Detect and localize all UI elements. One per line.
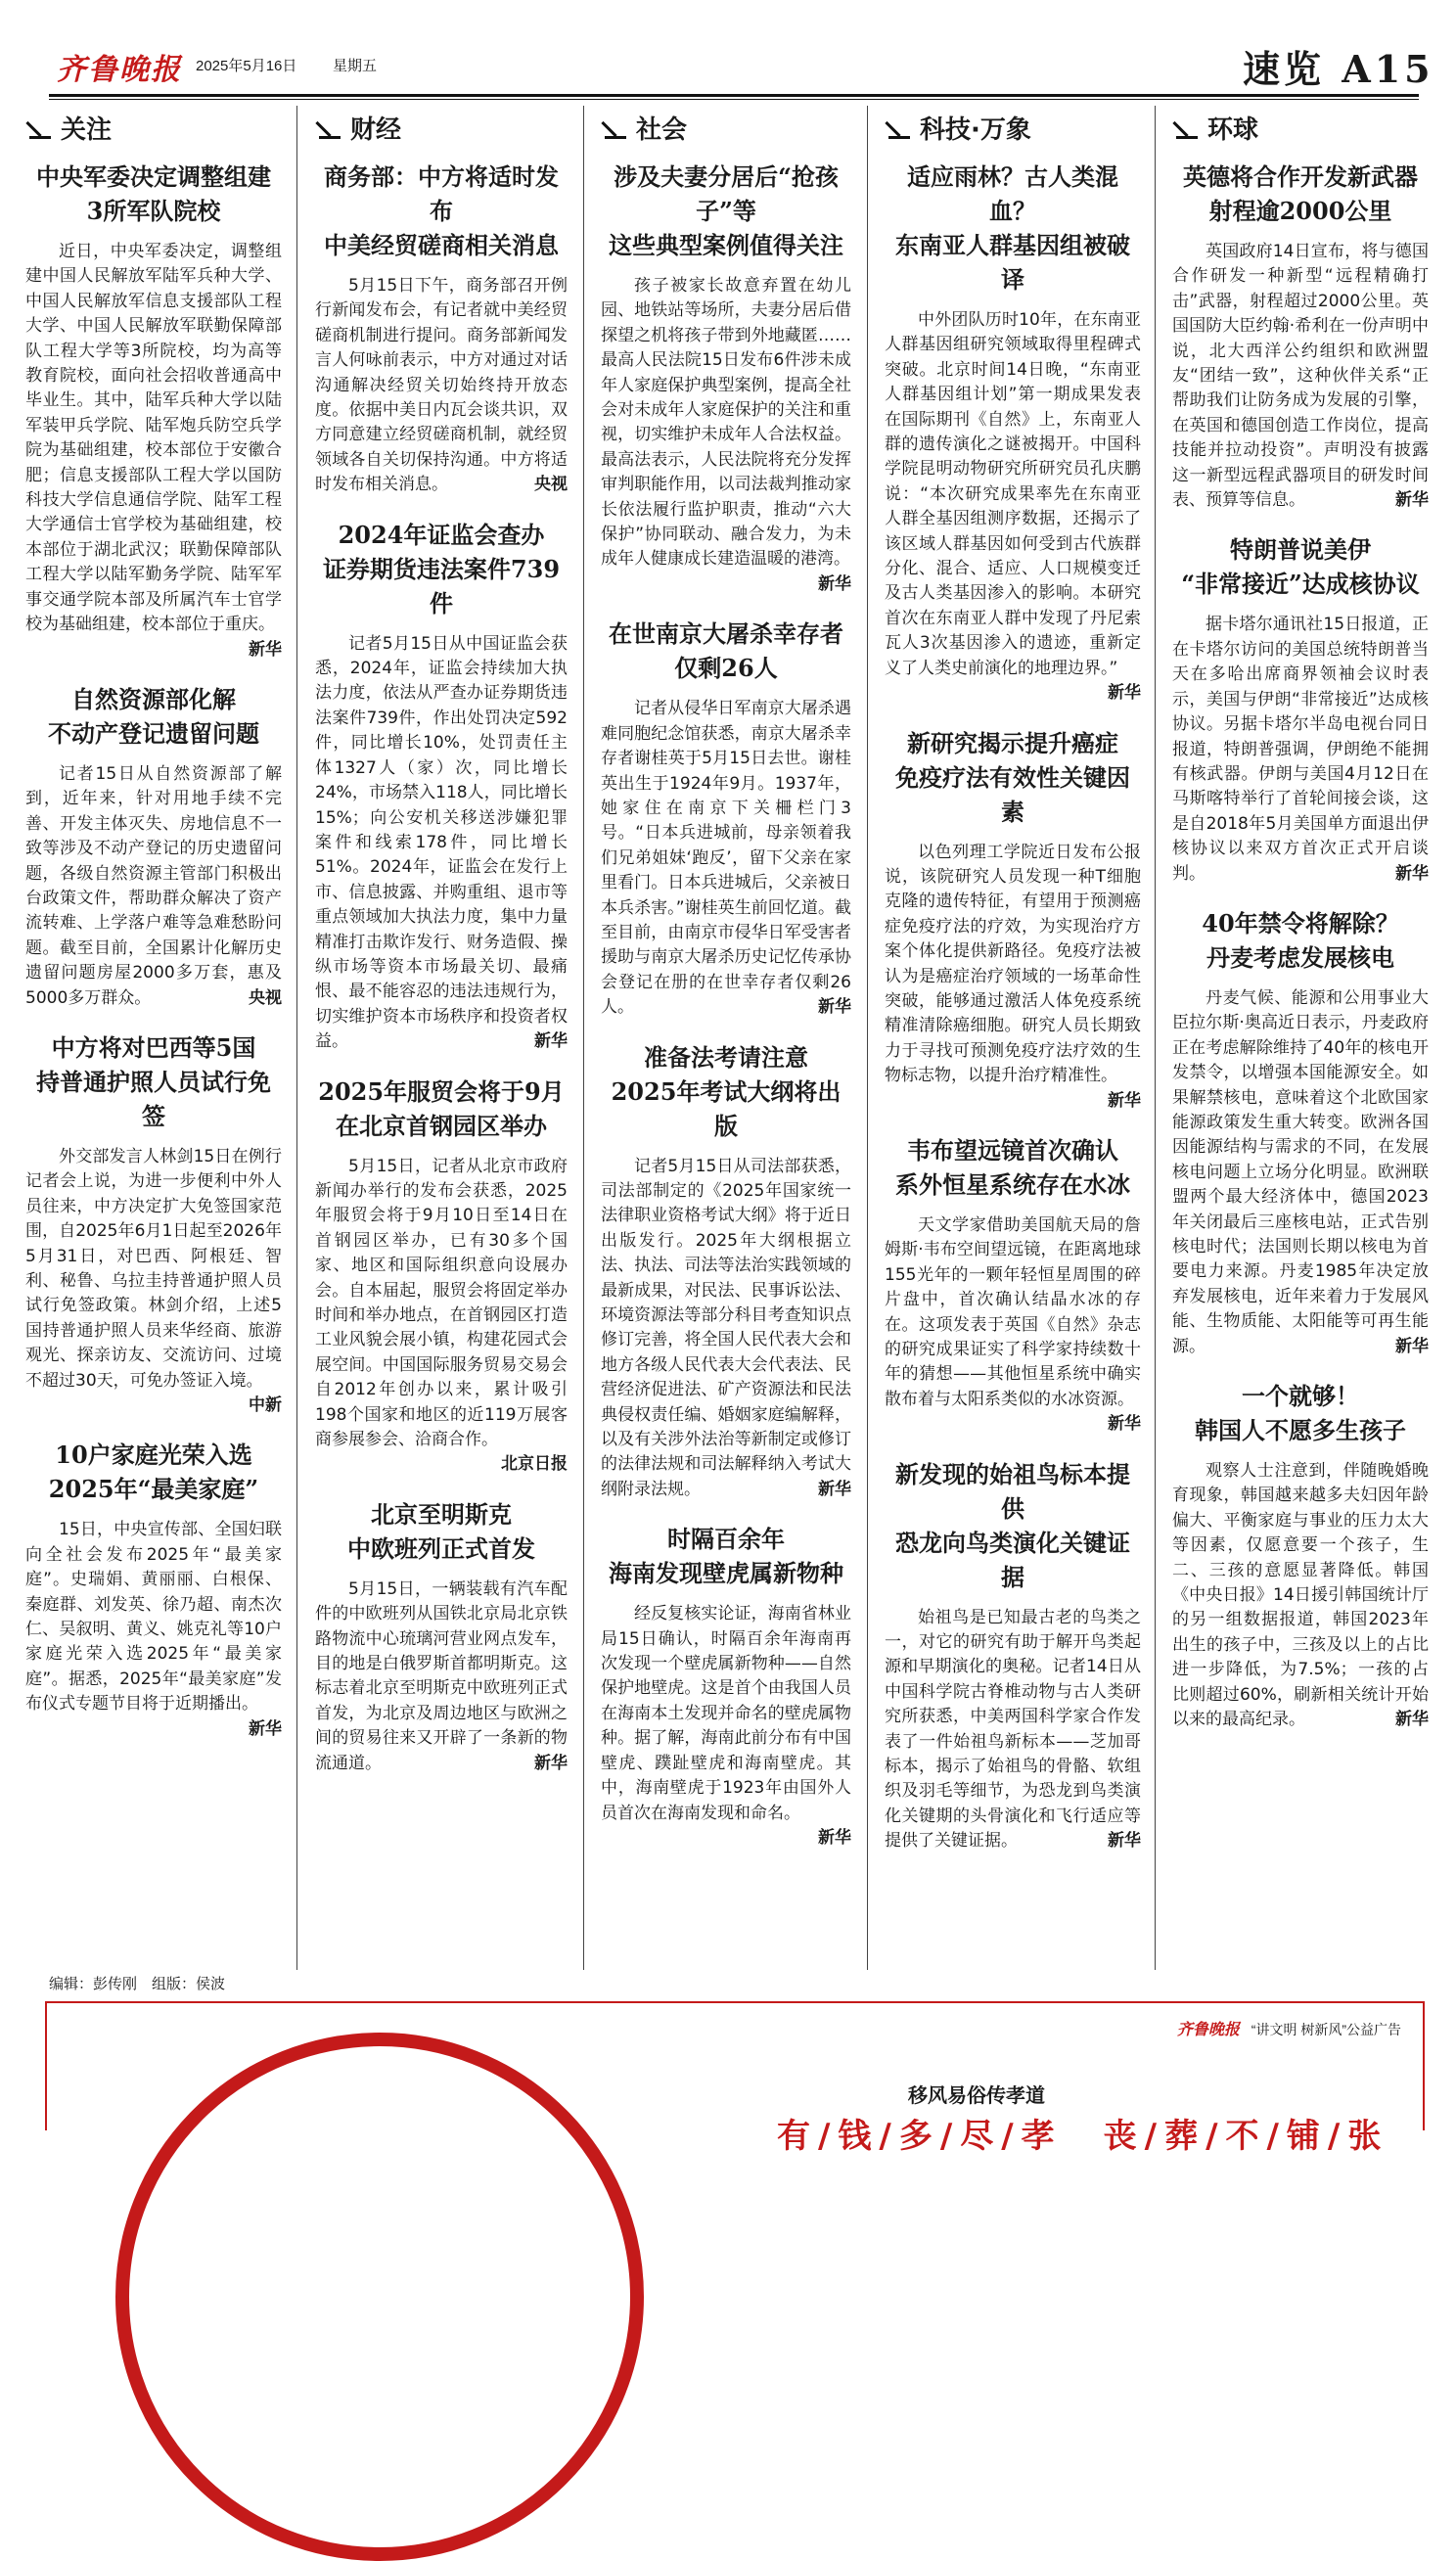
article-headline: 英德将合作开发新武器 射程逾2000公里 — [1183, 162, 1418, 225]
article-body: 外交部发言人林剑15日在例行记者会上说，为进一步便利中外人员往来，中方决定扩大免签国家范围，自2025年6月1日起至2026年5月31日，对巴西、阿根廷、智利、秘鲁、乌拉圭持普通护照人员试行免签政策。林剑介绍，上述5国持普通护照人员来华经商、旅游观光、探亲访友、交流访问、过境不超过30天，可免办签证入境。 中新 — [25, 1145, 282, 1394]
article-body: 记者从侵华日军南京大屠杀遇难同胞纪念馆获悉，南京大屠杀幸存者谢桂英于5月15日去世。谢桂英出生于1924年9月。1937年，她家住在南京下关柵栏门3号。“日本兵进城前，母亲领着我们兄弟姐妹‘跑反’，留下父亲在家里看门。日本兵进城后，父亲被日本兵杀害。”谢桂英生前回忆道。截至目前，由南京市侵华日军受害者援助与南京大屠杀历史记忆传承协会登记在册的在世幸存者仅剩26人。 新华 — [601, 697, 851, 1020]
article-headline: 准备法考请注意 2025年考试大纲将出版 — [611, 1042, 842, 1140]
article-headline: 新研究揭示提升癌症 免疫疗法有效性关键因素 — [895, 728, 1130, 826]
column-divider — [296, 106, 297, 1970]
papercut-family-illustration — [115, 2033, 644, 2561]
article-source: 北京日报 — [501, 1454, 568, 1475]
article — [601, 160, 851, 611]
article-headline: 商务部：中方将适时发布 中美经贸磋商相关消息 — [324, 162, 559, 259]
article-headline: 时隔百余年 海南发现壁虎属新物种 — [609, 1525, 843, 1588]
article-headline: 涉及夫妻分居后“抢孩子”等 这些典型案例值得关注 — [609, 162, 843, 259]
article-source: 新华 — [818, 1827, 851, 1848]
article-body: 始祖鸟是已知最古老的鸟类之一，对它的研究有助于解开鸟类起源和早期演化的奥秘。记者14日从中国科学院古脊椎动物与古人类研究所获悉，中美两国科学家合作发表了一件始祖鸟新标本——芝加哥标本，揭示了始祖鸟的骨骼、软组织及羽毛等细节，为恐龙到鸟类演化关键期的头骨演化和飞行适应等提供了关键证据。 新华 — [885, 1606, 1141, 1854]
article — [885, 726, 1141, 1127]
article-source: 新华 — [1395, 490, 1429, 511]
article — [315, 518, 568, 1069]
article-headline: 自然资源部化解 不动产登记遗留问题 — [48, 684, 259, 748]
ad-newspaper-logo: 齐鲁晚报 — [1176, 2022, 1240, 2038]
article — [885, 1133, 1141, 1451]
article-headline: 在世南京大屠杀幸存者 仅剩26人 — [609, 619, 843, 683]
article-headline: 2024年证监会查办 证券期货违法案件739件 — [322, 520, 561, 617]
article-body: 5月15日下午，商务部召开例行新闻发布会，有记者就中美经贸磋商机制进行提问。商务部新闻发言人何咏前表示，中方对通过对话沟通解决经贸关切始终持开放态度。依据中美日内瓦会谈共识，双方同意建立经贸磋商机制，就经贸领域各自关切保持沟通。中方将适时发布相关消息。 央视 — [315, 274, 568, 498]
issue-date: 2025年5月16日 — [196, 58, 297, 74]
article-source: 新华 — [1108, 683, 1141, 704]
article-headline: 特朗普说美伊 “非常接近”达成核协议 — [1181, 535, 1420, 599]
article — [1172, 906, 1429, 1373]
section-arrow-icon — [888, 117, 910, 139]
column-divider — [867, 106, 868, 1970]
section-header: 财经 — [319, 110, 568, 146]
article-source: 新华 — [1108, 1090, 1141, 1111]
article-source: 新华 — [818, 1479, 851, 1499]
masthead — [0, 0, 1456, 94]
article — [601, 617, 851, 1033]
article-headline: 适应雨林？古人类混血？ 东南亚人群基因组被破译 — [895, 162, 1130, 294]
article — [601, 1040, 851, 1517]
public-service-ad — [45, 2001, 1425, 2156]
article-headline: 中央军委决定调整组建 3所军队院校 — [36, 162, 271, 225]
article-body: 近日，中央军委决定，调整组建中国人民解放军陆军兵种大学、中国人民解放军信息支援部队工程大学、中国人民解放军联勤保障部队工程大学等3所院校，均为高等教育院校，面向社会招收普通高中毕业生。其中，陆军兵种大学以陆军装甲兵学院、陆军炮兵防空兵学院为基础组建，校本部位于安徽合肥；信息支援部队工程大学以国防科技大学信息通信学院、陆军工程大学通信士官学校为基础组建，校本部位于湖北武汉；联勤保障部队工程大学以陆军勤务学院、陆军军事交通学院本部及所属汽车士官学校为基础组建，校本部位于重庆。 新华 — [25, 240, 282, 638]
column-finance — [315, 106, 568, 1970]
article — [25, 1030, 282, 1432]
ad-slogan: 有/钱/多/尽/孝 丧/葬/不/铺/张 — [777, 2117, 1389, 2156]
section-header: 社会 — [605, 110, 851, 146]
ad-subtitle: 移风易俗传孝道 — [908, 2083, 1045, 2107]
article — [25, 160, 282, 676]
article-source: 新华 — [818, 573, 851, 594]
article-headline: 韦布望远镜首次确认 系外恒星系统存在水冰 — [895, 1135, 1130, 1199]
article-source: 新华 — [249, 1718, 282, 1739]
article-body: 记者15日从自然资源部了解到，近年来，针对用地手续不完善、开发主体灭失、房地信息不一致等涉及不动产登记的历史遗留问题，各级自然资源主管部门积极出台政策文件，帮助群众解决了资产流转难、上学落户难等急难愁盼问题。截至目前，全国累计化解历史遗留问题房屋2000多万套，惠及5000多万群众。 央视 — [25, 762, 282, 1011]
article-body: 据卡塔尔通讯社15日报道，正在卡塔尔访问的美国总统特朗普当天在多哈出席商界领袖会议时表示，美国与伊朗“非常接近”达成核协议。另据卡塔尔半岛电视台同日报道，特朗普强调，伊朗绝不能拥有核武器。伊朗与美国4月12日在马斯喀特举行了首轮间接会谈，这是自2018年5月美国单方面退出伊核协议以来双方首次正式开启谈判。 新华 — [1172, 613, 1429, 886]
article-source: 新华 — [1395, 1336, 1429, 1356]
masthead-rule — [49, 94, 1419, 97]
column-divider — [1155, 106, 1156, 1970]
article-headline: 北京至明斯克 中欧班列正式首发 — [347, 1499, 535, 1563]
article — [315, 1075, 568, 1491]
article-body: 英国政府14日宣布，将与德国合作研发一种新型“远程精确打击”武器，射程超过2000公里。英国国防大臣约翰·希利在一份声明中说，北大西洋公约组织和欧洲盟友“团结一致”，这种伙伴关系“正帮助我们让防务成为发展的引擎，在英国和德国创造工作岗位，提高技能并拉动投资”。声明没有披露这一新型远程武器项目的研发时间表、预算等信息。 新华 — [1172, 240, 1429, 513]
section-header: 关注 — [29, 110, 282, 146]
section-arrow-icon — [29, 117, 51, 139]
article-body: 记者5月15日从司法部获悉，司法部制定的《2025年国家统一法律职业资格考试大纲》将于近日出版发行。2025年大纲根据立法、执法、司法等法治实践领域的最新成果，对民法、民事诉讼法、环境资源法等部分科目考查知识点修订完善，将全国人民代表大会和地方各级人民代表大会代表法、民营经济促进法、矿产资源法和民法典侵权责任编、婚姻家庭编解释，以及有关涉外法治等新制定或修订的法律法规和司法解释纳入考试大纲附录法规。 新华 — [601, 1155, 851, 1503]
article-body: 天文学家借助美国航天局的詹姆斯·韦布空间望远镜，在距离地球155光年的一颗年轻恒星周围的碎片盘中，首次确认结晶水冰的存在。这项发表于英国《自然》杂志的研究成果证实了科学家持续数十年的猜想——其他恒星系统中确实散布着与太阳系类似的水冰资源。 新华 — [885, 1213, 1141, 1412]
article — [885, 1457, 1141, 1868]
article-headline: 40年禁令将解除？ 丹麦考虑发展核电 — [1202, 908, 1399, 972]
article — [1172, 1379, 1429, 1746]
masthead-rule-thin — [49, 99, 1419, 100]
section-arrow-icon — [319, 117, 341, 139]
article — [25, 1438, 282, 1756]
column-divider — [583, 106, 584, 1970]
article-source: 新华 — [1395, 1710, 1429, 1730]
article-body: 5月15日，记者从北京市政府新闻办举行的发布会获悉，2025年服贸会将于9月10日至14日在首钢园区举办，已有30多个国家、地区和国际组织意向设展办会。自本届起，服贸会将固定举办时间和举办地点，在首钢园区打造工业风貌会展小镇，构建花园式会展空间。中国国际服务贸易交易会自2012年创办以来，累计吸引198个国家和地区的近119万展客商参展参会、洽商合作。 北京日报 — [315, 1155, 568, 1453]
editor-credits: 编辑：彭传刚 组版：侯波 — [49, 1976, 226, 1992]
article — [1172, 160, 1429, 526]
article — [25, 682, 282, 1025]
column-society — [601, 106, 851, 1970]
article-body: 以色列理工学院近日发布公报说，该院研究人员发现一种T细胞克隆的遗传特征，有望用于预测癌症免疫疗法的疗效，为实现治疗方案个体化提供新路径。免疫疗法被认为是癌症治疗领域的一场革命性突破，能够通过激活人体免疫系统精准清除癌细胞。研究人员长期致力于寻找可预测免疫疗法疗效的生物标志物，以提升治疗精准性。 新华 — [885, 841, 1141, 1089]
article — [315, 160, 568, 512]
article-source: 新华 — [1108, 1831, 1141, 1852]
article-source: 央视 — [534, 475, 568, 495]
article-source: 新华 — [1395, 863, 1429, 884]
column-focus — [25, 106, 282, 1970]
article — [1172, 532, 1429, 899]
article-source: 新华 — [1108, 1414, 1141, 1435]
article-headline: 中方将对巴西等5国 持普通护照人员试行免签 — [36, 1032, 271, 1130]
ad-tagline: “讲文明 树新风”公益广告 — [1251, 2022, 1401, 2037]
article-body: 15日，中央宣传部、全国妇联向全社会发布2025年“最美家庭”。史瑞娟、黄丽丽、白根保、秦庭群、刘发英、徐乃超、南杰次仁、吴叙明、黄义、姚克礼等10户家庭光荣入选2025年“最美家庭”。据悉，2025年“最美家庭”发布仪式专题节目将于近期播出。 新华 — [25, 1518, 282, 1716]
article-source: 中新 — [249, 1395, 282, 1416]
article-headline: 新发现的始祖鸟标本提供 恐龙向鸟类演化关键证据 — [895, 1459, 1130, 1591]
article-source: 央视 — [249, 987, 282, 1008]
article-body: 5月15日，一辆装载有汽车配件的中欧班列从国铁北京局北京铁路物流中心琉璃河营业网点发车，目的地是白俄罗斯首都明斯克。这标志着北京至明斯克中欧班列正式首发，为北京及周边地区与欧洲之间的贸易往来又开辟了一条新的物流通道。 新华 — [315, 1578, 568, 1776]
article-body: 经反复核实论证，海南省林业局15日确认，时隔百余年海南再次发现一个壁虎属新物种——自然保护地壁虎。这是首个由我国人员在海南本土发现并命名的壁虎属物种。据了解，海南此前分布有中国壁虎、蹼趾壁虎和海南壁虎。其中，海南壁虎于1923年由国外人员首次在海南发现和命名。 新华 — [601, 1602, 851, 1826]
article-source: 新华 — [249, 639, 282, 660]
newspaper-logo: 齐鲁晚报 — [57, 53, 182, 87]
article-headline: 10户家庭光荣入选 2025年“最美家庭” — [48, 1441, 259, 1504]
article-headline: 2025年服贸会将于9月 在北京首钢园区举办 — [318, 1076, 565, 1140]
article-source: 新华 — [534, 1753, 568, 1773]
column-world — [1172, 106, 1429, 1970]
article-body: 记者5月15日从中国证监会获悉，2024年，证监会持续加大执法力度，依法从严查办证券期货违法案件739件，作出处罚决定592件，同比增长10%，处罚责任主体1327人（家）次，同比增长24%，市场禁入118人，同比增长15%；向公安机关移送涉嫌犯罪案件和线索178件，同比增长51%。2024年，证监会在发行上市、信息披露、并购重组、退市等重点领域加大执法力度，集中力量精准打击欺诈发行、财务造假、操纵市场等资本市场最关切、最痛恨、最不能容忍的违法违规行为，切实维护资本市场秩序和投资者权益。 新华 — [315, 632, 568, 1055]
article — [885, 160, 1141, 720]
article-source: 新华 — [534, 1031, 568, 1052]
page-section-label: 速览 A15 — [1243, 47, 1434, 91]
article-body: 孩子被家长故意弃置在幼儿园、地铁站等场所，夫妻分居后借探望之机将孩子带到外地藏匿……最高人民法院15日发布6件涉未成年人家庭保护典型案例，提高全社会对未成年人家庭保护的关注和重视，切实维护未成年人合法权益。最高法表示，人民法院将充分发挥审判职能作用，以司法裁判推动家长依法履行监护职责，推动“六大保护”协同联动、融合发力，为未成年人健康成长建造温暖的港湾。 新华 — [601, 274, 851, 572]
article-source: 新华 — [818, 997, 851, 1018]
article-body: 丹麦气候、能源和公用事业大臣拉尔斯·奥高近日表示，丹麦政府正在考虑解除维持了40年的核电开发禁令，以增强本国能源安全。如果解禁核电，意味着这个北欧国家能源政策发生重大转变。欧洲各国因能源结构与需求的不同，在发展核电问题上立场分化明显。欧洲联盟两个最大经济体中，德国2023年关闭最后三座核电站，正式告别核电时代；法国则长期以核电为首要电力来源。丹麦1985年决定放弃发展核电，近年来着力于发展风能、生物质能、太阳能等可再生能源。 新华 — [1172, 986, 1429, 1359]
article-body: 中外团队历时10年，在东南亚人群基因组研究领域取得里程碑式突破。北京时间14日晚，“东南亚人群基因组计划”第一期成果发表在国际期刊《自然》上，东南亚人群的遗传演化之谜被揭开。中国科学院昆明动物研究所研究员孔庆鹏说：“本次研究成果率先在东南亚人群全基因组测序数据，还揭示了该区域人群基因如何受到古代族群分化、混合、适应、人口规模变迁及古人类基因渗入的影响。本研究首次在东南亚人群中发现了丹尼索瓦人3次基因渗入的遗迹，重新定义了人类史前演化的地理边界。” 新华 — [885, 308, 1141, 681]
article-headline: 一个就够！ 韩国人不愿多生孩子 — [1195, 1382, 1406, 1445]
column-science — [885, 106, 1141, 1970]
article — [601, 1522, 851, 1864]
ad-header — [1177, 2017, 1401, 2039]
issue-weekday: 星期五 — [333, 58, 378, 74]
section-header: 环球 — [1176, 110, 1429, 146]
section-arrow-icon — [605, 117, 626, 139]
section-arrow-icon — [1176, 117, 1198, 139]
article-body: 观察人士注意到，伴随晚婚晚育现象，韩国越来越多夫妇因年龄偏大、平衡家庭与事业的压力太大等因素，仅愿意要一个孩子，生二、三孩的意愿显著降低。韩国《中央日报》14日援引韩国统计厅的另一组数据报道，韩国2023年出生的孩子中，三孩及以上的占比进一步降低，为7.5%；一孩的占比则超过60%，刷新相关统计开始以来的最高纪录。 新华 — [1172, 1459, 1429, 1732]
article — [315, 1497, 568, 1790]
section-header: 科技·万象 — [888, 110, 1141, 146]
